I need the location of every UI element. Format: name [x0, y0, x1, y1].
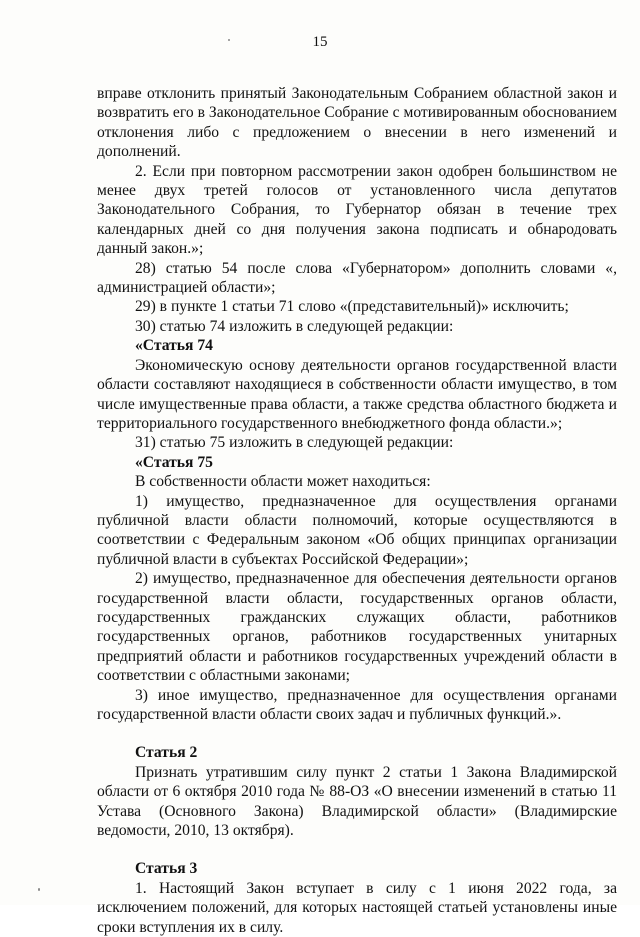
quoted-article-heading: «Статья 74: [135, 337, 213, 355]
paragraph: 2) имущество, предназначенное для обеспечения деятельности органов государственной власти области, государственных органов области, государственных гражданских служащих области, работников государственных органов, работников государственных унитарных предприятий области и работников государственных учреждений области в соответствии с областными законами;: [97, 570, 617, 685]
article-heading: Статья 2: [135, 744, 198, 762]
paragraph: 30) статью 74 изложить в следующей редакции:: [135, 317, 454, 335]
scan-speck: [38, 888, 40, 891]
spacer: [97, 840, 617, 859]
paragraph: 1) имущество, предназначенное для осуществления органами публичной власти области полномочий, которые осуществляются в соответствии с Федеральным законом «Об общих принципах организации публичной власти в субъектах Российской Федерации»;: [97, 492, 617, 568]
paragraph: Признать утратившим силу пункт 2 статьи 1 Закона Владимирской области от 6 октября 2010 года № 88-ОЗ «О внесении изменений в статью 11 Устава (Основного Закона) Владимирской области» (Владимирские ведомости, 2010, 13 октября).: [97, 763, 617, 840]
page-number: 15: [312, 34, 328, 50]
paragraph: вправе отклонить принятый Законодательным Собранием областной закон и возвратить его в Законодательное Собрание с мотивированным обоснованием отклонения либо с предложением о внесении в него изменений и дополнений.: [97, 85, 617, 161]
spacer: [97, 724, 617, 743]
paragraph: Экономическую основу деятельности органов государственной власти области составляют находящиеся в собственности области имущество, в том числе имущественные права области, а также средства областного бюджета и территориального государственного внебюджетного фонда области.»;: [97, 356, 617, 432]
scan-speck: [228, 39, 230, 41]
paragraph: 29) в пункте 1 статьи 71 слово «(представительный)» исключить;: [135, 298, 569, 316]
quoted-article-heading: «Статья 75: [135, 453, 213, 471]
paragraph: 28) статью 54 после слова «Губернатором» дополнить словами «, администрацией области»;: [97, 259, 617, 297]
article-heading: Статья 3: [135, 860, 198, 878]
paragraph: 1. Настоящий Закон вступает в силу с 1 июня 2022 года, за исключением положений, для которых настоящей статьей установлены иные сроки вступления их в силу.: [97, 879, 617, 936]
document-body: [97, 84, 617, 937]
paragraph: В собственности области может находиться:: [135, 473, 431, 491]
paragraph: 31) статью 75 изложить в следующей редакции:: [135, 434, 454, 452]
paragraph: 3) иное имущество, предназначенное для осуществления органами государственной власти области своих задач и публичных функций.».: [97, 686, 617, 723]
paragraph: 2. Если при повторном рассмотрении закон одобрен большинством не менее двух третей голосов от установленного числа депутатов Законодательного Собрания, то Губернатор обязан в течение трех календарных дней со дня получения закона подписать и обнародовать данный закон.»;: [97, 162, 617, 258]
